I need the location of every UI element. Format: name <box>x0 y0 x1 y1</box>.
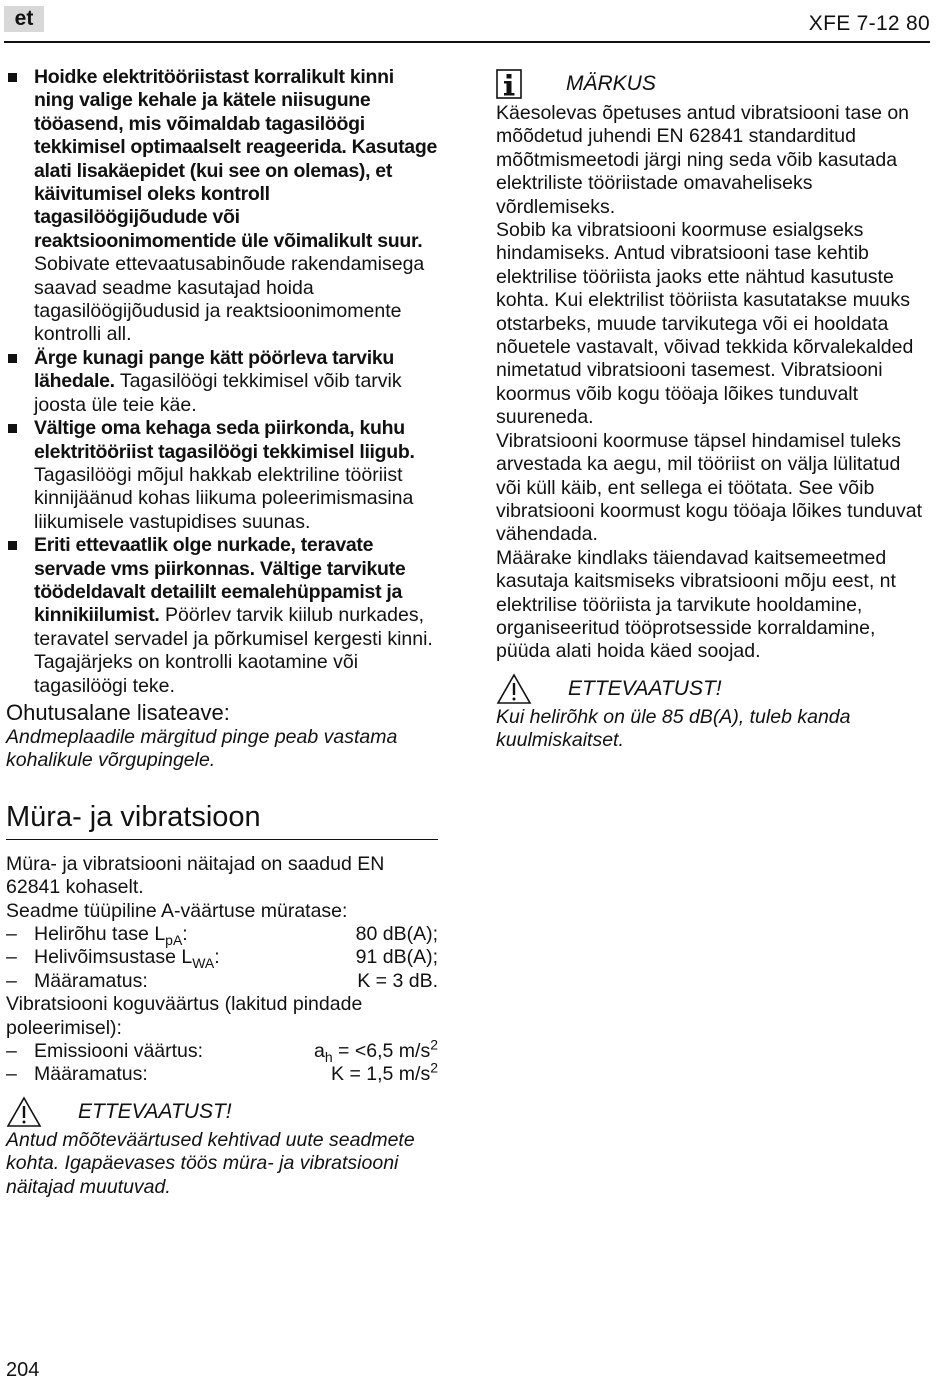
spec-row-uncertainty: – Määramatus: K = 3 dB. <box>6 969 438 992</box>
spec-value: 80 dB(A); <box>355 923 438 945</box>
page-number: 204 <box>6 1359 40 1381</box>
spec-row-vib-uncertainty: – Määramatus: K = 1,5 $m/s^2$ <box>6 1059 438 1086</box>
warning-title: ETTEVAATUST! <box>568 677 722 701</box>
right-column <box>496 66 930 753</box>
bullet-text: Tagasilöögi mõjul hakkab elektriline tööriist kinnijäänud kohas liikuma poleerimismasina liikumisele vastupidises suunas. <box>34 463 414 533</box>
spec-value: K = 3 dB. <box>357 969 438 992</box>
bullet-square-icon <box>8 424 17 433</box>
note-paragraph: Vibratsiooni koormuse täpsel hindamisel tuleks arvestada ka aegu, mil tööriist on välja lülitatud või küll käib, ent sellega ei töötata. See võib vibratsiooni koormust kogu tööaja lõikes tunduvat vähendada. <box>496 429 922 546</box>
header-divider <box>4 41 930 43</box>
intro-text: Müra- ja vibratsiooni näitajad on saadud EN 62841 kohaselt. <box>6 852 385 899</box>
vibration-intro: Vibratsiooni koguväärtus (lakitud pindade poleerimisel): <box>6 993 363 1039</box>
spec-value: $a_h = <6,5$ $m/s^2$ <box>313 1036 438 1065</box>
bullet-item <box>6 534 438 698</box>
bullet-item <box>6 347 438 417</box>
section-title: Müra- ja vibratsioon <box>6 800 438 840</box>
spec-row-sound-pressure: – Helirõhu tase $L_{pA}$: 80 dB(A); <box>6 923 438 948</box>
left-column <box>6 66 438 1199</box>
note-paragraph: Määrake kindlaks täiendavad kaitsemeetmed kasutaja kaitsmiseks vibratsiooni mõju eest, nt elektrilise tööriista ja tarvikute hooldamine, organiseeritud tööprotsesside korraldamine, püüda alati hoida käed soojad. <box>496 546 896 663</box>
bullet-bold-text: Hoidke elektritööriistast korralikult kinni ning valige kehale ja kätele niisugune tööasend, mis võimaldab tagasilöögi tekkimisel optimaalselt reageerida. Kasutage alati lisakäepidet (kui see on olemas), et käivitumisel oleks kontroll tagasilöögijõudude või reaktsioonimomentide üle võimalikult suur. <box>34 66 437 252</box>
bullet-bold-text: Eriti ettevaatlik olge nurkade, teravate servade vms piirkonnas. Vältige tarvikute töödeldavalt detaililt eemalehüppamist ja kinnikiilumist. <box>34 534 406 627</box>
warning-text: Kui helirõhk on üle 85 dB(A), tuleb kanda kuulmiskaitset. <box>496 705 851 752</box>
bullet-square-icon <box>8 354 17 363</box>
note-header <box>496 66 930 102</box>
bullet-square-icon <box>8 541 17 550</box>
note-paragraph: Sobib ka vibratsiooni koormuse esialgseks hindamiseks. Antud vibratsiooni tase kehtib elektrilise tööriista jaoks ette nähtud kasutuste kohta. Kui elektrilist tööriista kasutatakse muuks otstarbeks, muude tarvikutega või ei hooldata nõuetele vastavalt, võivad tekkida kõrvalekalded nimetatud vibratsiooni tasemest. Vibratsiooni koormus võib kogu tööaja lõikes tunduvalt suureneda. <box>496 219 914 429</box>
bullet-item <box>6 417 438 534</box>
safety-text: Andmeplaadile märgitud pinge peab vastama kohalikule võrgupingele. <box>6 725 398 772</box>
noise-intro: Seadme tüüpiline A-väärtuse müratase: <box>6 899 348 922</box>
warning-header <box>496 672 930 706</box>
spec-row-emission: – Emissiooni väärtus: $a_h = <6,5$ $m/s^2$ <box>6 1036 438 1065</box>
warning-triangle-icon <box>6 1096 42 1128</box>
warning-text: Antud mõõteväärtused kehtivad uute seadmete kohta. Igapäevases töös müra- ja vibratsiooni näitajad muutuvad. <box>6 1128 415 1198</box>
spec-row-sound-power: – Helivõimsustase $L_{WA}$: 91 dB(A); <box>6 946 438 972</box>
model-number: XFE 7-12 80 <box>808 12 930 35</box>
bullet-text: Sobivate ettevaatusabinõude rakendamisega saavad seadme kasutajad hoida tagasilöögijõudusid ja reaktsioonimomente kontrolli all. <box>34 253 425 346</box>
bullet-bold-text: Vältige oma kehaga seda piirkonda, kuhu elektritööriist tagasilöögi tekkimisel liigub. <box>34 417 415 463</box>
warning-triangle-icon <box>496 673 532 705</box>
bullet-text: Tagasilöögi tekkimisel võib tarvik joosta üle teie käe. <box>34 370 402 416</box>
bullet-item <box>6 66 438 347</box>
warning-header <box>6 1095 438 1129</box>
note-paragraph: Käesolevas õpetuses antud vibratsiooni tase on mõõdetud juhendi EN 62841 standarditud mõõtmismeetodi järgi ning seda võib kasutada elektriliste tööriistade omavaheliseks võrdlemiseks. <box>496 102 910 218</box>
bullet-square-icon <box>8 73 17 82</box>
language-tag: et <box>4 6 44 32</box>
warning-title: ETTEVAATUST! <box>78 1100 232 1124</box>
bullet-bold-text: Ärge kunagi pange kätt pöörleva tarviku lähedale. <box>34 346 394 393</box>
info-icon <box>496 69 522 99</box>
safety-heading: Ohutusalane lisateave: <box>6 699 230 725</box>
note-title: MÄRKUS <box>566 72 656 96</box>
spec-value: K = 1,5 $m/s^2$ <box>331 1059 438 1086</box>
spec-value: 91 dB(A); <box>355 946 438 969</box>
bullet-text: Pöörlev tarvik kiilub nurkades, teravatel servadel ja põrkumisel kergesti kinni. Tagajärjeks on kontrolli kaotamine või tagasilöögi teke. <box>34 604 433 697</box>
